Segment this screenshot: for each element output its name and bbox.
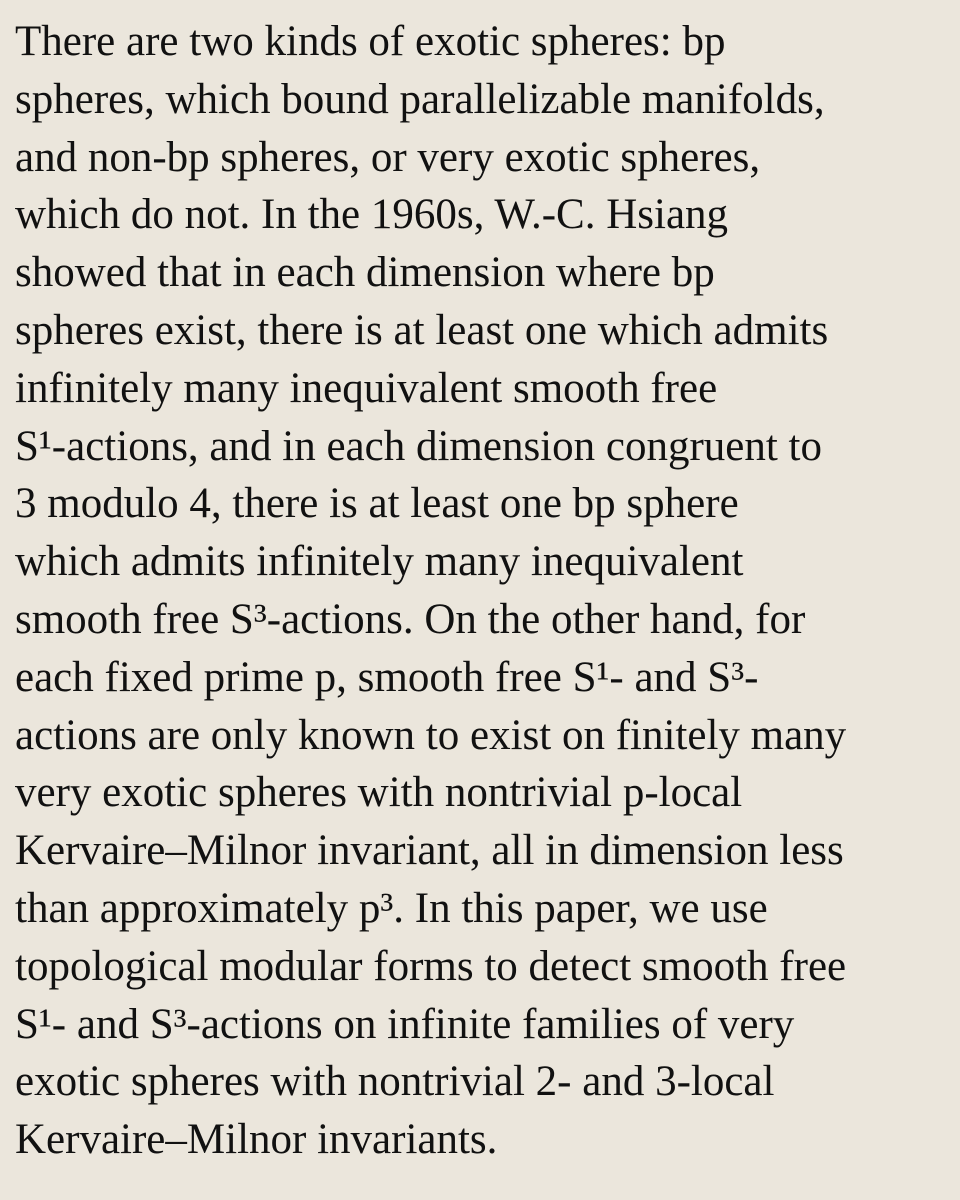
abstract-line-20: Kervaire–Milnor invariants. [15,1116,498,1164]
abstract-line-8: S¹-actions, and in each dimension congruent to [15,422,823,470]
abstract-line-17: topological modular forms to detect smooth free [15,942,847,990]
abstract-line-15: Kervaire–Milnor invariant, all in dimension less [15,827,844,875]
abstract-line-3: and non-bp spheres, or very exotic spheres, [15,133,761,181]
abstract-line-12: each fixed prime p, smooth free S¹- and S³- [15,653,759,701]
abstract-line-11: smooth free S³-actions. On the other hand, for [15,595,806,643]
abstract-line-2: spheres, which bound parallelizable manifolds, [15,75,825,123]
abstract-line-1: There are two kinds of exotic spheres: bp [15,18,726,65]
abstract-line-13: actions are only known to exist on finitely many [15,711,847,759]
abstract-line-18: S¹- and S³-actions on infinite families of very [15,1000,795,1048]
abstract-line-6: spheres exist, there is at least one which admits [15,306,829,354]
abstract-line-9: 3 modulo 4, there is at least one bp sphere [15,480,739,528]
abstract-line-5: showed that in each dimension where bp [15,249,715,297]
abstract-paragraph [15,13,960,1169]
abstract-line-16: than approximately p³. In this paper, we use [15,884,768,932]
abstract-line-10: which admits infinitely many inequivalent [15,538,744,586]
abstract-line-4: which do not. In the 1960s, W.-C. Hsiang [15,191,729,239]
abstract-line-14: very exotic spheres with nontrivial p-local [15,769,743,817]
abstract-line-19: exotic spheres with nontrivial 2- and 3-local [15,1058,775,1106]
abstract-line-7: infinitely many inequivalent smooth free [15,364,718,412]
